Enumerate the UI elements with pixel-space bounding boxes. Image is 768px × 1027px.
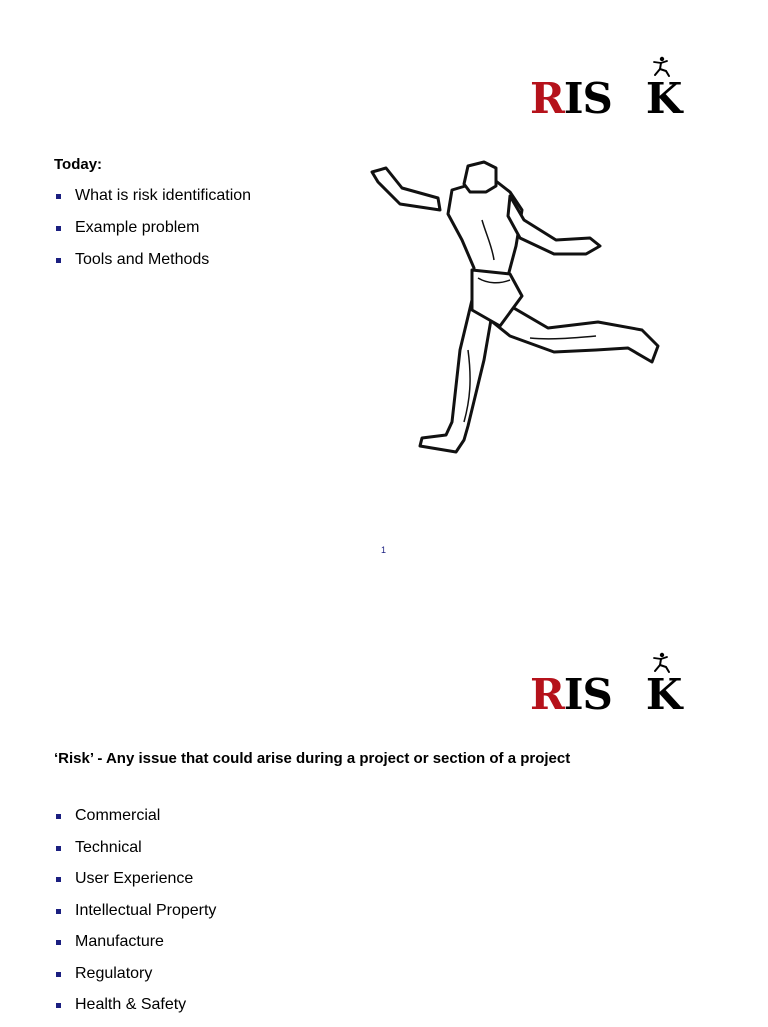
logo-wordmark: RIS K: [530, 670, 682, 719]
list-item: Commercial: [54, 806, 216, 838]
list-item: Regulatory: [54, 964, 216, 996]
slide1-bullet-list: [54, 186, 251, 282]
risk-categories-list: [54, 806, 216, 1027]
slide-2: [0, 600, 768, 1024]
bullet-square-icon: [56, 846, 61, 851]
list-item: Manufacture: [54, 932, 216, 964]
list-item: Intellectual Property: [54, 901, 216, 933]
list-item: Technical: [54, 838, 216, 870]
bullet-square-icon: [56, 940, 61, 945]
risk-logo: [528, 652, 728, 722]
bullet-square-icon: [56, 877, 61, 882]
bullet-square-icon: [56, 909, 61, 914]
list-item: Tools and Methods: [54, 250, 251, 282]
list-item: Health & Safety: [54, 995, 216, 1027]
bullet-square-icon: [56, 814, 61, 819]
bullet-square-icon: [56, 258, 61, 263]
logo-wordmark: RIS K: [530, 74, 682, 123]
risk-definition-heading: ‘Risk’ - Any issue that could arise during a project or section of a project: [54, 750, 571, 767]
page-number: 1: [381, 545, 387, 555]
risk-logo: [528, 56, 728, 126]
list-item: User Experience: [54, 869, 216, 901]
running-man-illustration: [360, 150, 670, 470]
bullet-square-icon: [56, 226, 61, 231]
list-item: What is risk identification: [54, 186, 251, 218]
bullet-square-icon: [56, 194, 61, 199]
list-item: Example problem: [54, 218, 251, 250]
slide1-heading: Today:: [54, 156, 103, 173]
bullet-square-icon: [56, 1003, 61, 1008]
bullet-square-icon: [56, 972, 61, 977]
